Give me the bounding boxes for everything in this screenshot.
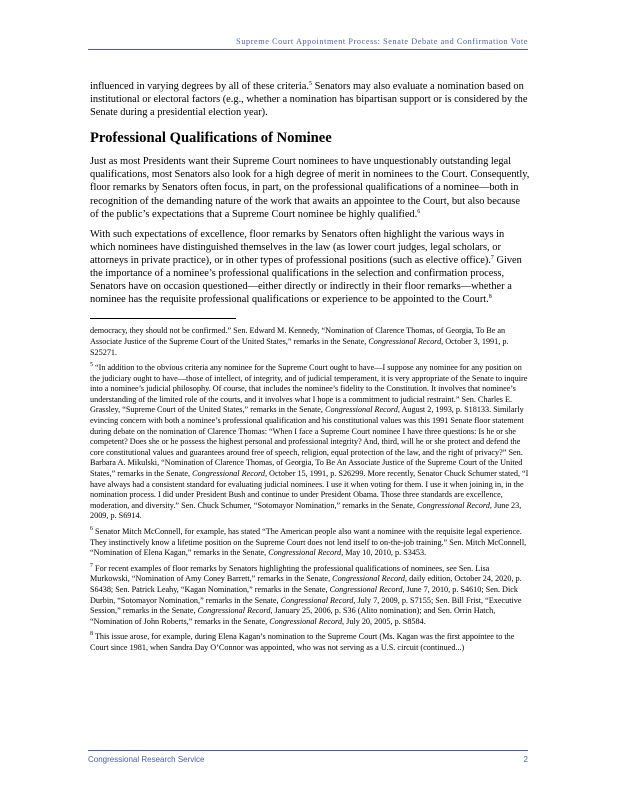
footnote-text: , daily edition, October 24, 2020, p. S6438; Sen. Patrick Leahy, “Kagan Nomination,” remarks in the Senate, bbox=[90, 574, 522, 594]
footnote-text: Senator Mitch McConnell, for example, has stated “The American people also want a nominee with the requisite legal experience. They instinctively know a lifetime position on the Supreme Court does not lend itself to on-the-job training.” Sen. Mitch McConnell, “Nomination of Elena Kagan,” remarks in the Senate, bbox=[90, 527, 527, 558]
paragraph-text: With such expectations of excellence, floor remarks by Senators often highlight the various ways in which nominees have distinguished themselves in the law (as lower court judges, legal scholars, or attorneys in private practice), or in other types of professional positions (such as elective office). bbox=[90, 228, 505, 266]
footnote-text: This issue arose, for example, during Elena Kagan’s nomination to the Supreme Court (Ms. Kagan was the first appointee to the Court since 1981, when Sandra Day O’Connor was appointed, who was not serving as a U.S. circuit (continued...) bbox=[90, 632, 515, 652]
footnote-number: 7 bbox=[90, 562, 93, 569]
footnote-continued bbox=[90, 326, 530, 358]
running-header: Supreme Court Appointment Process: Senate Debate and Confirmation Vote bbox=[88, 37, 528, 50]
footnote-number: 5 bbox=[90, 362, 93, 369]
citation-source: Congressional Record bbox=[280, 595, 354, 605]
citation-source: Congressional Record bbox=[268, 548, 342, 558]
citation-source: Congressional Record bbox=[329, 584, 403, 594]
section-heading: Professional Qualifications of Nominee bbox=[90, 130, 332, 147]
footnote-number: 8 bbox=[90, 631, 93, 638]
footnote-text: “In addition to the obvious criteria any nominee for the Supreme Court ought to have—I suppose any nominee for any position on the judiciary ought to have—those of intellect, of integrity, and of judicial temperament, it is very appropriate of the Senate to inquire into a nominee’s judicial philosophy. Of course, that includes the nominee’s fidelity to the Constitution. It involves that nominee’s understanding of the limited role of the courts, and it involves what I hope is a commitment to judicial restraint.” Sen. Charles E. Grassley, “Supreme Court of the United States,” remarks in the Senate, bbox=[90, 363, 528, 415]
paragraph-expectations bbox=[90, 228, 530, 307]
footnote-text: , August 2, 1993, p. S18133. Similarly evincing concern with both a nominee’s professional qualification and his constitutional values was this 1991 Senate floor statement during debate on the nomination of Clarence Thomas: “When I face a Supreme Court nominee I have three questions: Is he or she competent? Does she or he possess the highest personal and professional integrity? And, third, will he or she protect and defend the core constitutional values and guarantees around free of speech, religion, equal protection of the law, and the right of privacy?” Sen. Barbara A. Mikulski, “Nomination of Clarence Thomas, of Georgia, To Be An Associate Justice of the Supreme Court of the United States,” remarks in the Senate, bbox=[90, 405, 524, 479]
footnote-ref-5[interactable]: 5 bbox=[308, 81, 312, 87]
footnote-text: October 15, 1991, p. S26299. More recently, Senator Chuck Schumer stated, “I have always had a consistent standard for evaluating judicial nominees. I use it when voting for them. I use it when joining in, in the nomination process. I did under President Bush and continue to under President Obama. Those three standards are excellence, moderation, and diversity.” Sen. Chuck Schumer, “Sotomayor Nomination,” remarks in the Senate, bbox=[90, 469, 529, 510]
citation-source: Congressional Record bbox=[368, 336, 442, 346]
citation-source: Congressional Record bbox=[325, 405, 398, 415]
footnote-7 bbox=[90, 564, 530, 628]
footer-organization: Congressional Research Service bbox=[88, 755, 205, 764]
footnote-8 bbox=[90, 632, 530, 653]
footnote-text: For recent examples of floor remarks by Senators highlighting the professional qualifications of nominees, see Sen. Lisa Murkowski, “Nomination of Amy Coney Barrett,” remarks in the Senate, bbox=[90, 563, 490, 584]
footnote-ref-7[interactable]: 7 bbox=[490, 254, 494, 261]
citation-source: Congressional Record, bbox=[192, 469, 267, 479]
main-body bbox=[90, 80, 530, 659]
footnote-ref-8[interactable]: 8 bbox=[488, 294, 492, 301]
page-footer bbox=[88, 750, 528, 764]
footnote-text: , July 7, 2009, p. S7155; Sen. Bill Frist, “Executive Session,” remarks in the Senate, bbox=[90, 595, 522, 616]
citation-source: Congressional Record bbox=[269, 616, 343, 626]
footnote-text: , October 3, 1991, p. S25271. bbox=[90, 336, 509, 357]
footnote-text: , June 23, 2009, p. S6914. bbox=[90, 500, 522, 521]
paragraph-text-continued: Given the importance of a nominee’s professional qualifications in the selection and confirmation process, Senators have on occasion questioned—either directly or indirectly in their floor remarks—whether a nominee has the requisite professional qualifications or experience to be appointed to the Court. bbox=[90, 254, 522, 306]
intro-paragraph bbox=[90, 80, 530, 119]
footnote-text: , June 7, 2010, p. S4610; Sen. Dick Durbin, “Sotomayor Nomination,” remarks in the Senate, bbox=[90, 584, 518, 605]
citation-source: Congressional Record bbox=[417, 500, 490, 510]
page-number: 2 bbox=[523, 755, 528, 764]
footnote-text: , July 20, 2005, p. S8584. bbox=[342, 616, 426, 626]
footnote-text: democracy, they should not be confirmed.” Sen. Edward M. Kennedy, “Nomination of Clarence Thomas, of Georgia, To Be an Associate Justice of the Supreme Court of the United States,” remarks in the Senate, bbox=[90, 326, 506, 346]
footnote-ref-6[interactable]: 6 bbox=[417, 208, 421, 215]
footnote-5 bbox=[90, 363, 530, 522]
footnote-number: 6 bbox=[90, 526, 93, 532]
footnote-divider bbox=[90, 318, 236, 319]
footnote-6 bbox=[90, 527, 530, 559]
footnote-text: , January 25, 2006, p. S36 (Alito nomination); and Sen. Orrin Hatch, “Nomination of John Roberts,” remarks in the Senate, bbox=[90, 606, 496, 626]
paragraph-text: Just as most Presidents want their Supreme Court nominees to have unquestionably outstanding legal qualifications, most Senators also look for a high degree of merit in nominees to the Court. Consequently, floor remarks by Senators often focus, in part, on the professional qualifications of a nominee—both in recognition of the demanding nature of the work that awaits an appointee to the Court, but also because of the public’s expectations that a Supreme Court nominee be highly qualified. bbox=[90, 156, 530, 220]
footnote-text: , May 10, 2010, p. S3453. bbox=[341, 548, 427, 558]
citation-source: Congressional Record bbox=[332, 574, 406, 584]
citation-source: Congressional Record bbox=[197, 606, 271, 616]
intro-text-continued: Senators may also evaluate a nomination based on institutional or electoral factors (e.g., whether a nomination has bipartisan support or is considered by the Senate during a presidential election year). bbox=[90, 81, 528, 119]
paragraph-qualifications bbox=[90, 155, 530, 220]
intro-text: influenced in varying degrees by all of these criteria. bbox=[90, 81, 309, 92]
